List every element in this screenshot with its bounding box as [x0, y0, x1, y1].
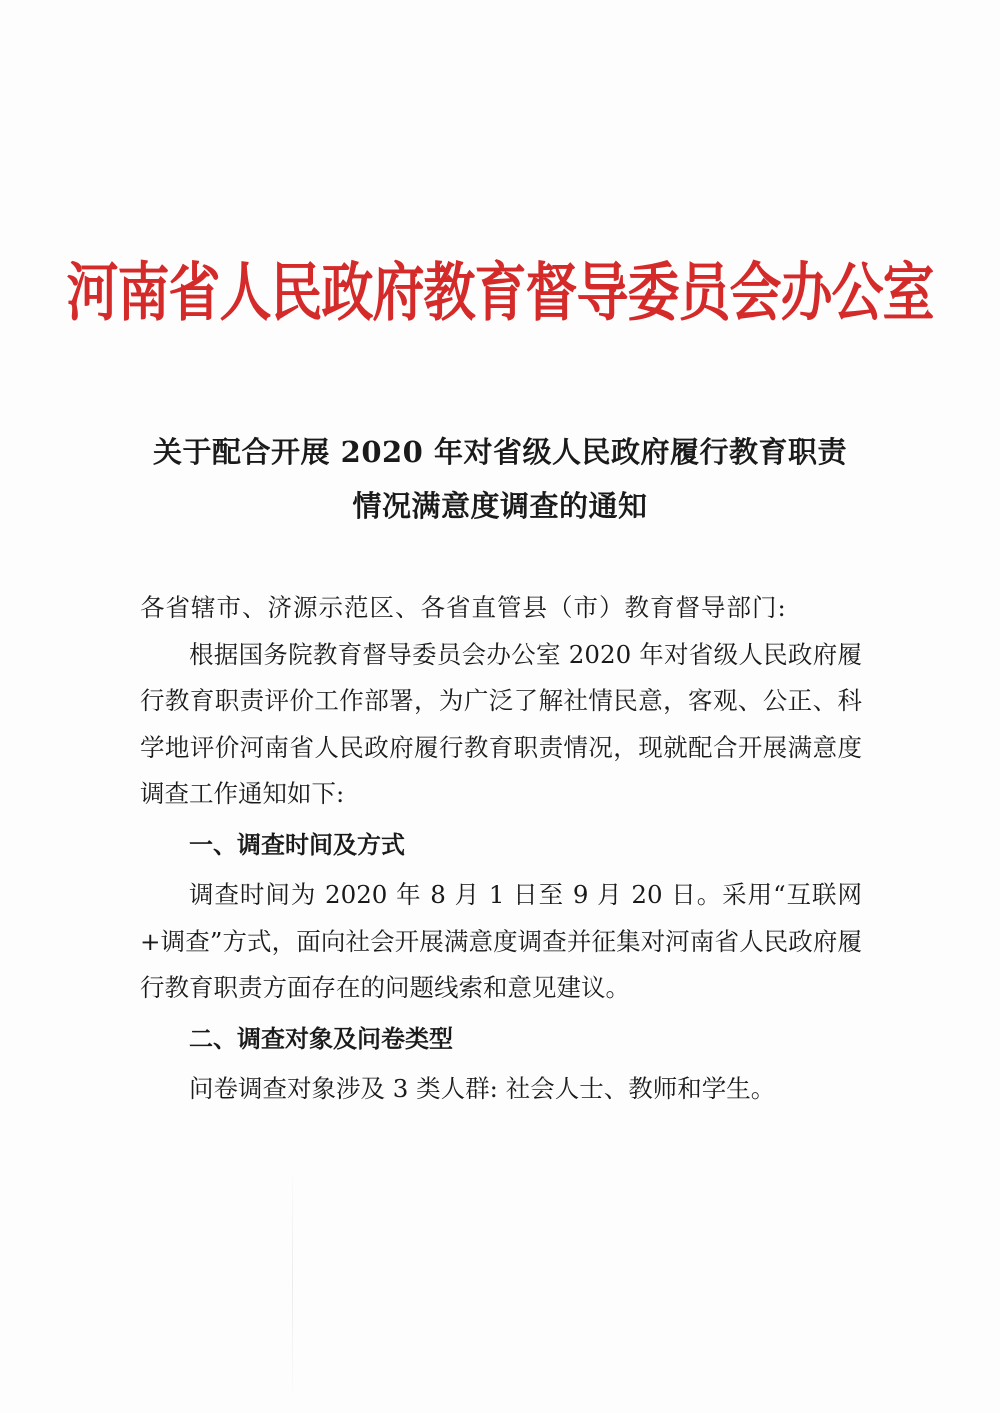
section-2-paragraph: 问卷调查对象涉及 3 类人群: 社会人士、教师和学生。 [189, 1074, 776, 1103]
scan-artifact-line [292, 1160, 293, 1410]
issuer-header: 河南省人民政府教育督导委员会办公室 [66, 257, 934, 331]
section-1-heading: 一、调查时间及方式 [189, 830, 405, 859]
title-line-2: 情况满意度调查的通知 [352, 489, 648, 523]
title-line-1: 关于配合开展 2020 年对省级人民政府履行教育职责 [153, 435, 847, 469]
section-1-paragraph: 调查时间为 2020 年 8 月 1 日至 9 月 20 日。采用“互联网+调查”方式，面向社会开展满意度调查并征集对河南省人民政府履行教育职责方面存在的问题线索和意见建议。 [140, 880, 862, 1002]
document-title [100, 425, 900, 533]
intro-paragraph: 根据国务院教育督导委员会办公室 2020 年对省级人民政府履行教育职责评价工作部署，为广泛了解社情民意，客观、公正、科学地评价河南省人民政府履行教育职责情况，现就配合开展满意度调查工作通知如下: [140, 639, 862, 808]
section-2-heading: 二、调查对象及问卷类型 [189, 1024, 453, 1053]
salutation: 各省辖市、济源示范区、各省直管县（市）教育督导部门: [140, 593, 787, 622]
document-body [140, 585, 862, 1113]
